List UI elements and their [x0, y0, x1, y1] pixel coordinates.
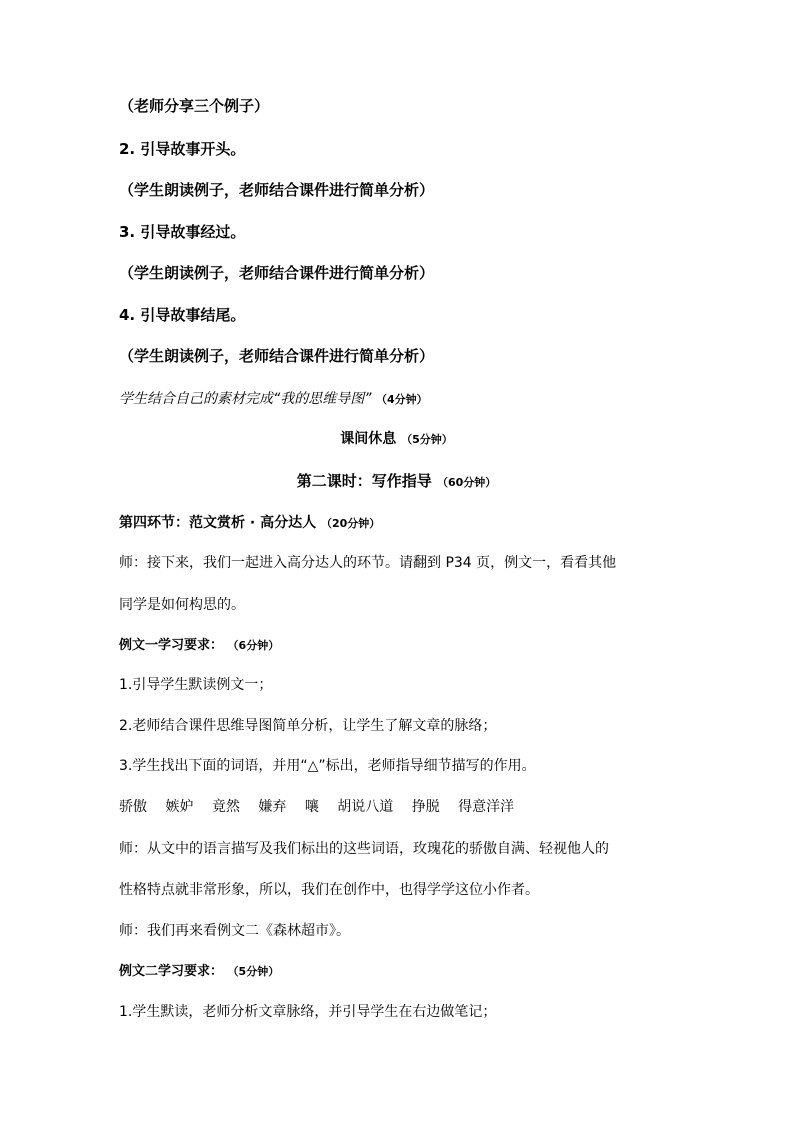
word-item: 得意洋洋 [458, 799, 515, 815]
subheading-time: （5分钟） [227, 965, 280, 978]
word-item: 骄傲 [119, 799, 147, 815]
word-item: 嚷 [304, 799, 319, 815]
word-item: 嫉妒 [165, 799, 194, 815]
subheading-main: 例文二学习要求： [119, 964, 224, 979]
text-line: 3.学生找出下面的词语，并用“△”标出，老师指导细节描写的作用。 [119, 758, 536, 774]
text-line: 同学是如何构思的。 [119, 597, 245, 613]
section-heading [0, 429, 793, 450]
text-line: 4. 引导故事结尾。 [119, 306, 246, 324]
subheading-main: 例文一学习要求： [119, 638, 224, 653]
text-line: 性格特点就非常形象，所以，我们在创作中，也得学学这位小作者。 [119, 882, 539, 898]
text-line: （学生朗读例子，老师结合课件进行简单分析） [119, 181, 435, 199]
text-line: 1.学生默读，老师分析文章脉络，并引导学生在右边做笔记； [119, 1004, 497, 1020]
text-line: （老师分享三个例子） [119, 97, 270, 115]
text-line: 3. 引导故事经过。 [119, 223, 246, 241]
subheading-time: （6分钟） [227, 639, 280, 652]
text-line: 1.引导学生默读例文一； [119, 677, 273, 693]
section-heading [0, 471, 793, 493]
line-main: 学生结合自己的素材完成“我的思维导图” [119, 391, 372, 407]
word-item: 胡说八道 [337, 799, 394, 815]
text-line [119, 389, 428, 410]
text-line: 2.老师结合课件思维导图简单分析，让学生了解文章的脉络； [119, 718, 497, 734]
heading-main: 第二课时：写作指导 [296, 472, 432, 490]
word-item: 竟然 [211, 799, 240, 815]
word-item: 挣脱 [411, 799, 440, 815]
text-line: 师：从文中的语言描写及我们标出的这些词语，玫瑰花的骄傲自满、轻视他人的 [119, 841, 609, 857]
text-line: （学生朗读例子，老师结合课件进行简单分析） [119, 264, 435, 282]
text-line: 师：我们再来看例文二《森林超市》。 [119, 923, 350, 939]
heading-time: （5分钟） [401, 433, 453, 446]
word-list [119, 797, 528, 817]
text-line: 2. 引导故事开头。 [119, 140, 246, 158]
heading-main: 课间休息 [340, 431, 397, 447]
word-item: 嫌弃 [258, 799, 287, 815]
heading-main: 第四环节：范文赏析 · 高分达人 [119, 515, 317, 531]
section-heading [119, 513, 380, 534]
text-line: （学生朗读例子，老师结合课件进行简单分析） [119, 347, 435, 365]
line-time: （4分钟） [375, 393, 428, 406]
subheading [119, 636, 279, 656]
text-line: 师：接下来，我们一起进入高分达人的环节。请翻到 P34 页，例文一，看看其他 [119, 555, 617, 571]
heading-time: （20分钟） [320, 517, 381, 530]
subheading [119, 962, 279, 982]
heading-time: （60分钟） [436, 476, 497, 489]
